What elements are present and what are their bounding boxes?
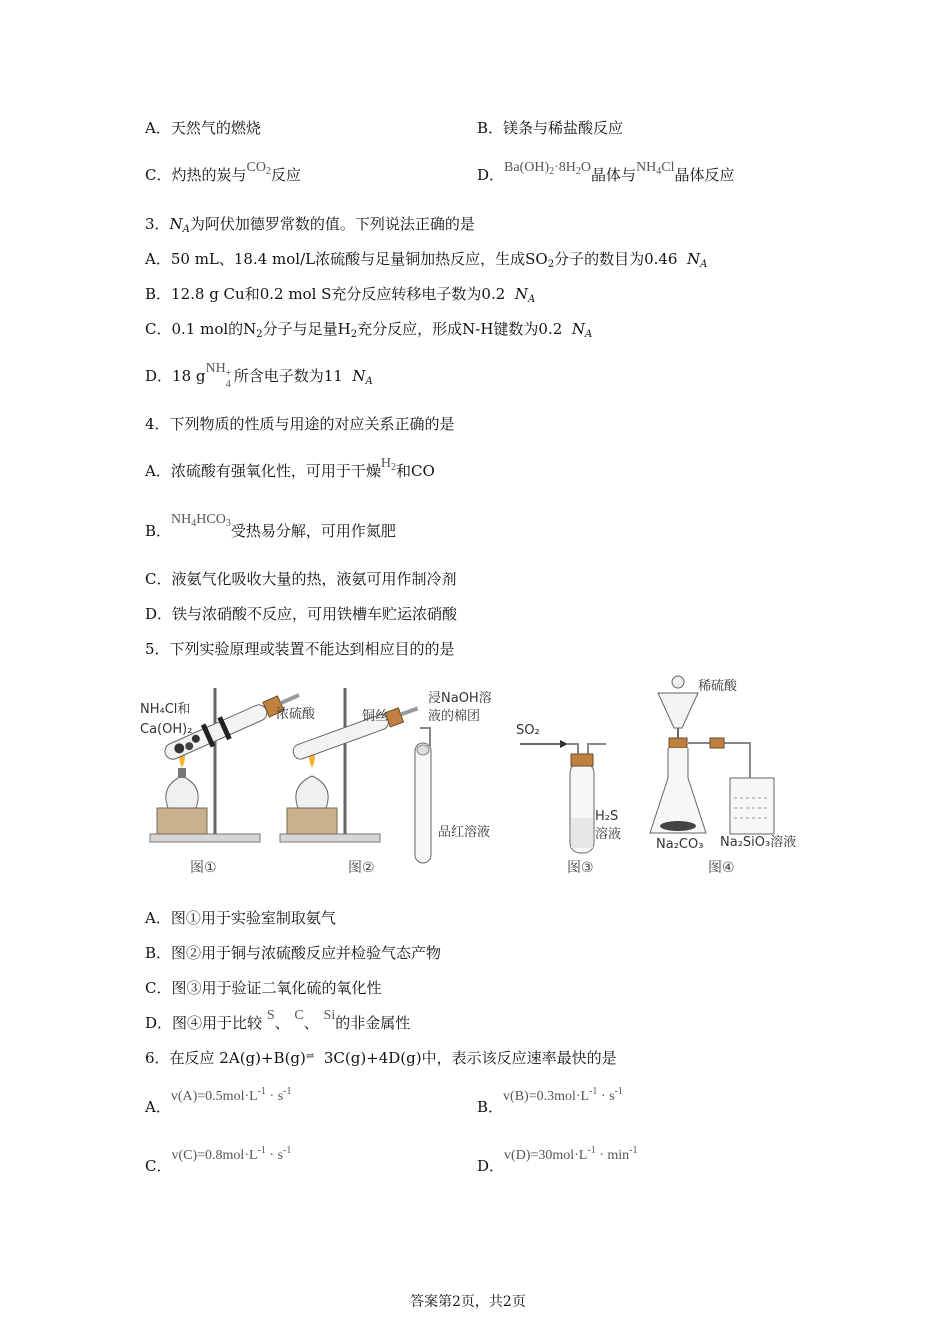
q5-apparatus-figure: [130, 668, 820, 883]
fig2-cotton-line1: 浸NaOH溶: [428, 691, 492, 706]
q4-option-a: A．浓硫酸有强氧化性，可用于干燥$H_2$和CO: [145, 456, 435, 480]
q2-option-d: D．$Ba(OH)_2\cdot 8H_2O$晶体与$NH_4Cl$晶体反应: [477, 160, 735, 184]
fig3-gas-label: SO₂: [516, 723, 540, 738]
q5-option-d: D．图④用于比较 S、 C、 Si的非金属性: [145, 1008, 411, 1032]
q3-option-d: D．18 gNH + 4 所含电子数为11 $N_A$: [145, 361, 373, 390]
q5-option-c: C．图③用于验证二氧化硫的氧化性: [145, 979, 382, 997]
fig2-wire-label: 铜丝: [362, 709, 389, 724]
q2-option-b: B．镁条与稀盐酸反应: [477, 119, 624, 137]
fig3-caption: 图③: [567, 860, 594, 876]
figure-4-acid-strength-apparatus: [650, 676, 796, 876]
fig2-caption: 图②: [348, 860, 375, 876]
q6-option-c: C．$v(C)=0.8mol\cdot L^{-1} \cdot s^{-1}$: [145, 1145, 292, 1175]
q3-option-c: C．0.1 mol的$N_2$分子与足量$H_2$充分反应，形成N-H键数为0.2 $N_A$: [145, 320, 593, 340]
q5-option-a: A．图①用于实验室制取氨气: [145, 909, 336, 927]
q5-option-b: B．图②用于铜与浓硫酸反应并检验气态产物: [145, 944, 442, 962]
q4-option-d: D．铁与浓硝酸不反应，可用铁槽车贮运浓硝酸: [145, 605, 458, 623]
q3-option-a: A．50 mL、18.4 mol/L浓硫酸与足量铜加热反应，生成$SO_2$分子的数目为0.46 $N_A$: [145, 250, 708, 270]
page-footer: 答案第2页，共2页: [410, 1294, 526, 1310]
q6-option-b: B．$v(B)=0.3mol\cdot L^{-1} \cdot s^{-1}$: [477, 1086, 623, 1116]
fig1-reagent-line1: NH₄Cl和: [140, 702, 191, 717]
fig1-reagent-line2: Ca(OH)₂: [140, 722, 193, 737]
q6-option-a: A．$v(A)=0.5mol\cdot L^{-1} \cdot s^{-1}$: [145, 1086, 292, 1116]
fig3-solution-line1: H₂S: [595, 809, 619, 824]
q5-stem: 5．下列实验原理或装置不能达到相应目的的是: [145, 640, 455, 658]
fig2-solution-label: 品红溶液: [438, 825, 491, 840]
fig2-cotton-line2: 液的棉团: [428, 709, 481, 724]
fig4-caption: 图④: [708, 860, 735, 876]
q2-option-a: A．天然气的燃烧: [145, 119, 261, 137]
fig3-solution-line2: 溶液: [595, 827, 622, 842]
q6-option-d: D．$v(D)=30mol\cdot L^{-1} \cdot \min^{-1}$: [477, 1145, 638, 1175]
q3-option-b: B．12.8 g Cu和0.2 mol S充分反应转移电子数为0.2 $N_A$: [145, 285, 536, 305]
fig4-acid-label: 稀硫酸: [698, 679, 738, 694]
figure-2-copper-acid-apparatus: [276, 688, 492, 876]
q2-option-c: C．灼热的炭与$CO_2$反应: [145, 160, 301, 184]
fig4-solid-label: Na₂CO₃: [656, 837, 704, 852]
q4-option-b: B．$NH_4HCO_3$受热易分解，可用作氮肥: [145, 512, 396, 540]
fig2-acid-label: 浓硫酸: [276, 707, 316, 722]
q4-stem: 4．下列物质的性质与用途的对应关系正确的是: [145, 415, 455, 433]
figure-3-so2-h2s-apparatus: [516, 723, 621, 876]
fig4-solution-label: Na₂SiO₃溶液: [720, 835, 797, 850]
q6-stem: 6．在反应 2A(g)+B(g)⇌ 3C(g)+4D(g)中，表示该反应速率最快的是: [145, 1049, 617, 1067]
fig1-caption: 图①: [190, 860, 217, 876]
q3-stem: 3．$N_A$为阿伏加德罗常数的值。下列说法正确的是: [145, 215, 475, 235]
q4-option-c: C．液氨气化吸收大量的热，液氨可用作制冷剂: [145, 570, 457, 588]
